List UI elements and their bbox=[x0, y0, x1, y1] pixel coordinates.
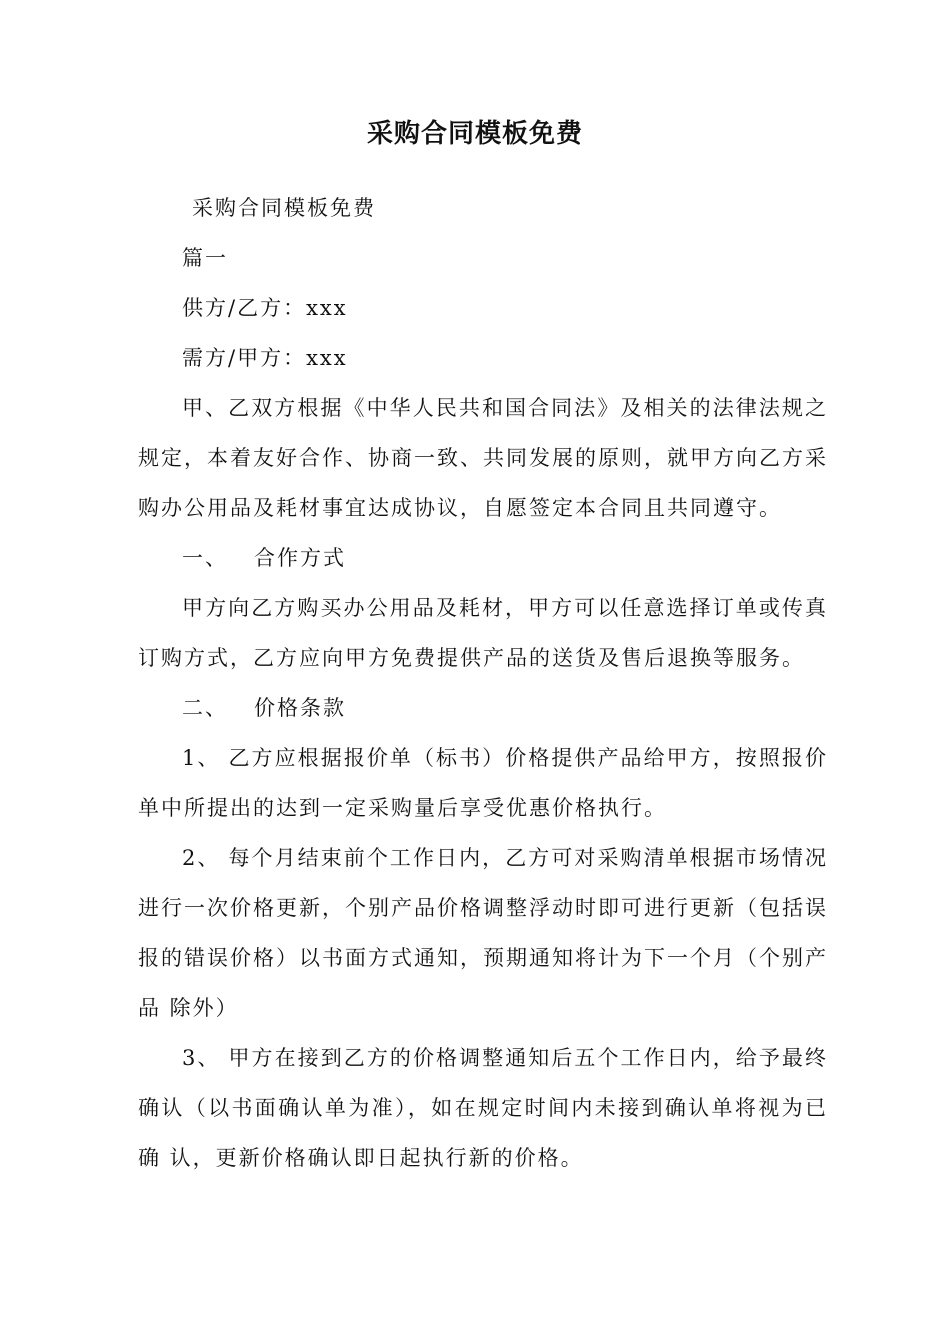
section-number: 二、 bbox=[182, 696, 228, 720]
document-title: 采购合同模板免费 bbox=[366, 119, 583, 149]
clause-text: 乙方应根据报价单（标书）价格提供产品给甲方，按照报价单中所提出的达到一定采购量后享受优惠价格执行。 bbox=[138, 746, 828, 820]
section-paragraph: 甲方向乙方购买办公用品及耗材，甲方可以任意选择订单或传真订购方式，乙方应向甲方免费提供产品的送货及售后退换等服务。 bbox=[138, 596, 828, 670]
buyer-line: 需方/甲方：xxx bbox=[182, 346, 348, 370]
clause-item bbox=[138, 1033, 828, 1183]
section-title: 合作方式 bbox=[254, 546, 346, 570]
clause-item bbox=[138, 733, 828, 833]
clause-text: 每个月结束前个工作日内，乙方可对采购清单根据市场情况进行一次价格更新，个别产品价格调整浮动时即可进行更新（包括误报的错误价格）以书面方式通知，预期通知将计为下一个月（个别产品 除外） bbox=[138, 846, 828, 1020]
section-title: 价格条款 bbox=[254, 696, 346, 720]
clause-item bbox=[138, 833, 828, 1033]
section-heading-cooperation bbox=[138, 533, 828, 583]
clause-text: 甲方在接到乙方的价格调整通知后五个工作日内，给予最终确认（以书面确认单为准），如在规定时间内未接到确认单将视为已确 认，更新价格确认即日起执行新的价格。 bbox=[138, 1046, 828, 1170]
clause-number: 3、 bbox=[182, 1046, 221, 1070]
clause-number: 1、 bbox=[182, 746, 221, 770]
document-body bbox=[138, 183, 828, 1183]
part-label: 篇一 bbox=[182, 246, 228, 270]
document-subtitle: 采购合同模板免费 bbox=[192, 196, 376, 220]
supplier-line: 供方/乙方：xxx bbox=[182, 296, 348, 320]
section-heading-price bbox=[138, 683, 828, 733]
section-number: 一、 bbox=[182, 546, 228, 570]
preamble-paragraph: 甲、乙双方根据《中华人民共和国合同法》及相关的法律法规之规定，本着友好合作、协商一致、共同发展的原则，就甲方向乙方采购办公用品及耗材事宜达成协议，自愿签定本合同且共同遵守。 bbox=[138, 396, 828, 520]
clause-number: 2、 bbox=[182, 846, 221, 870]
